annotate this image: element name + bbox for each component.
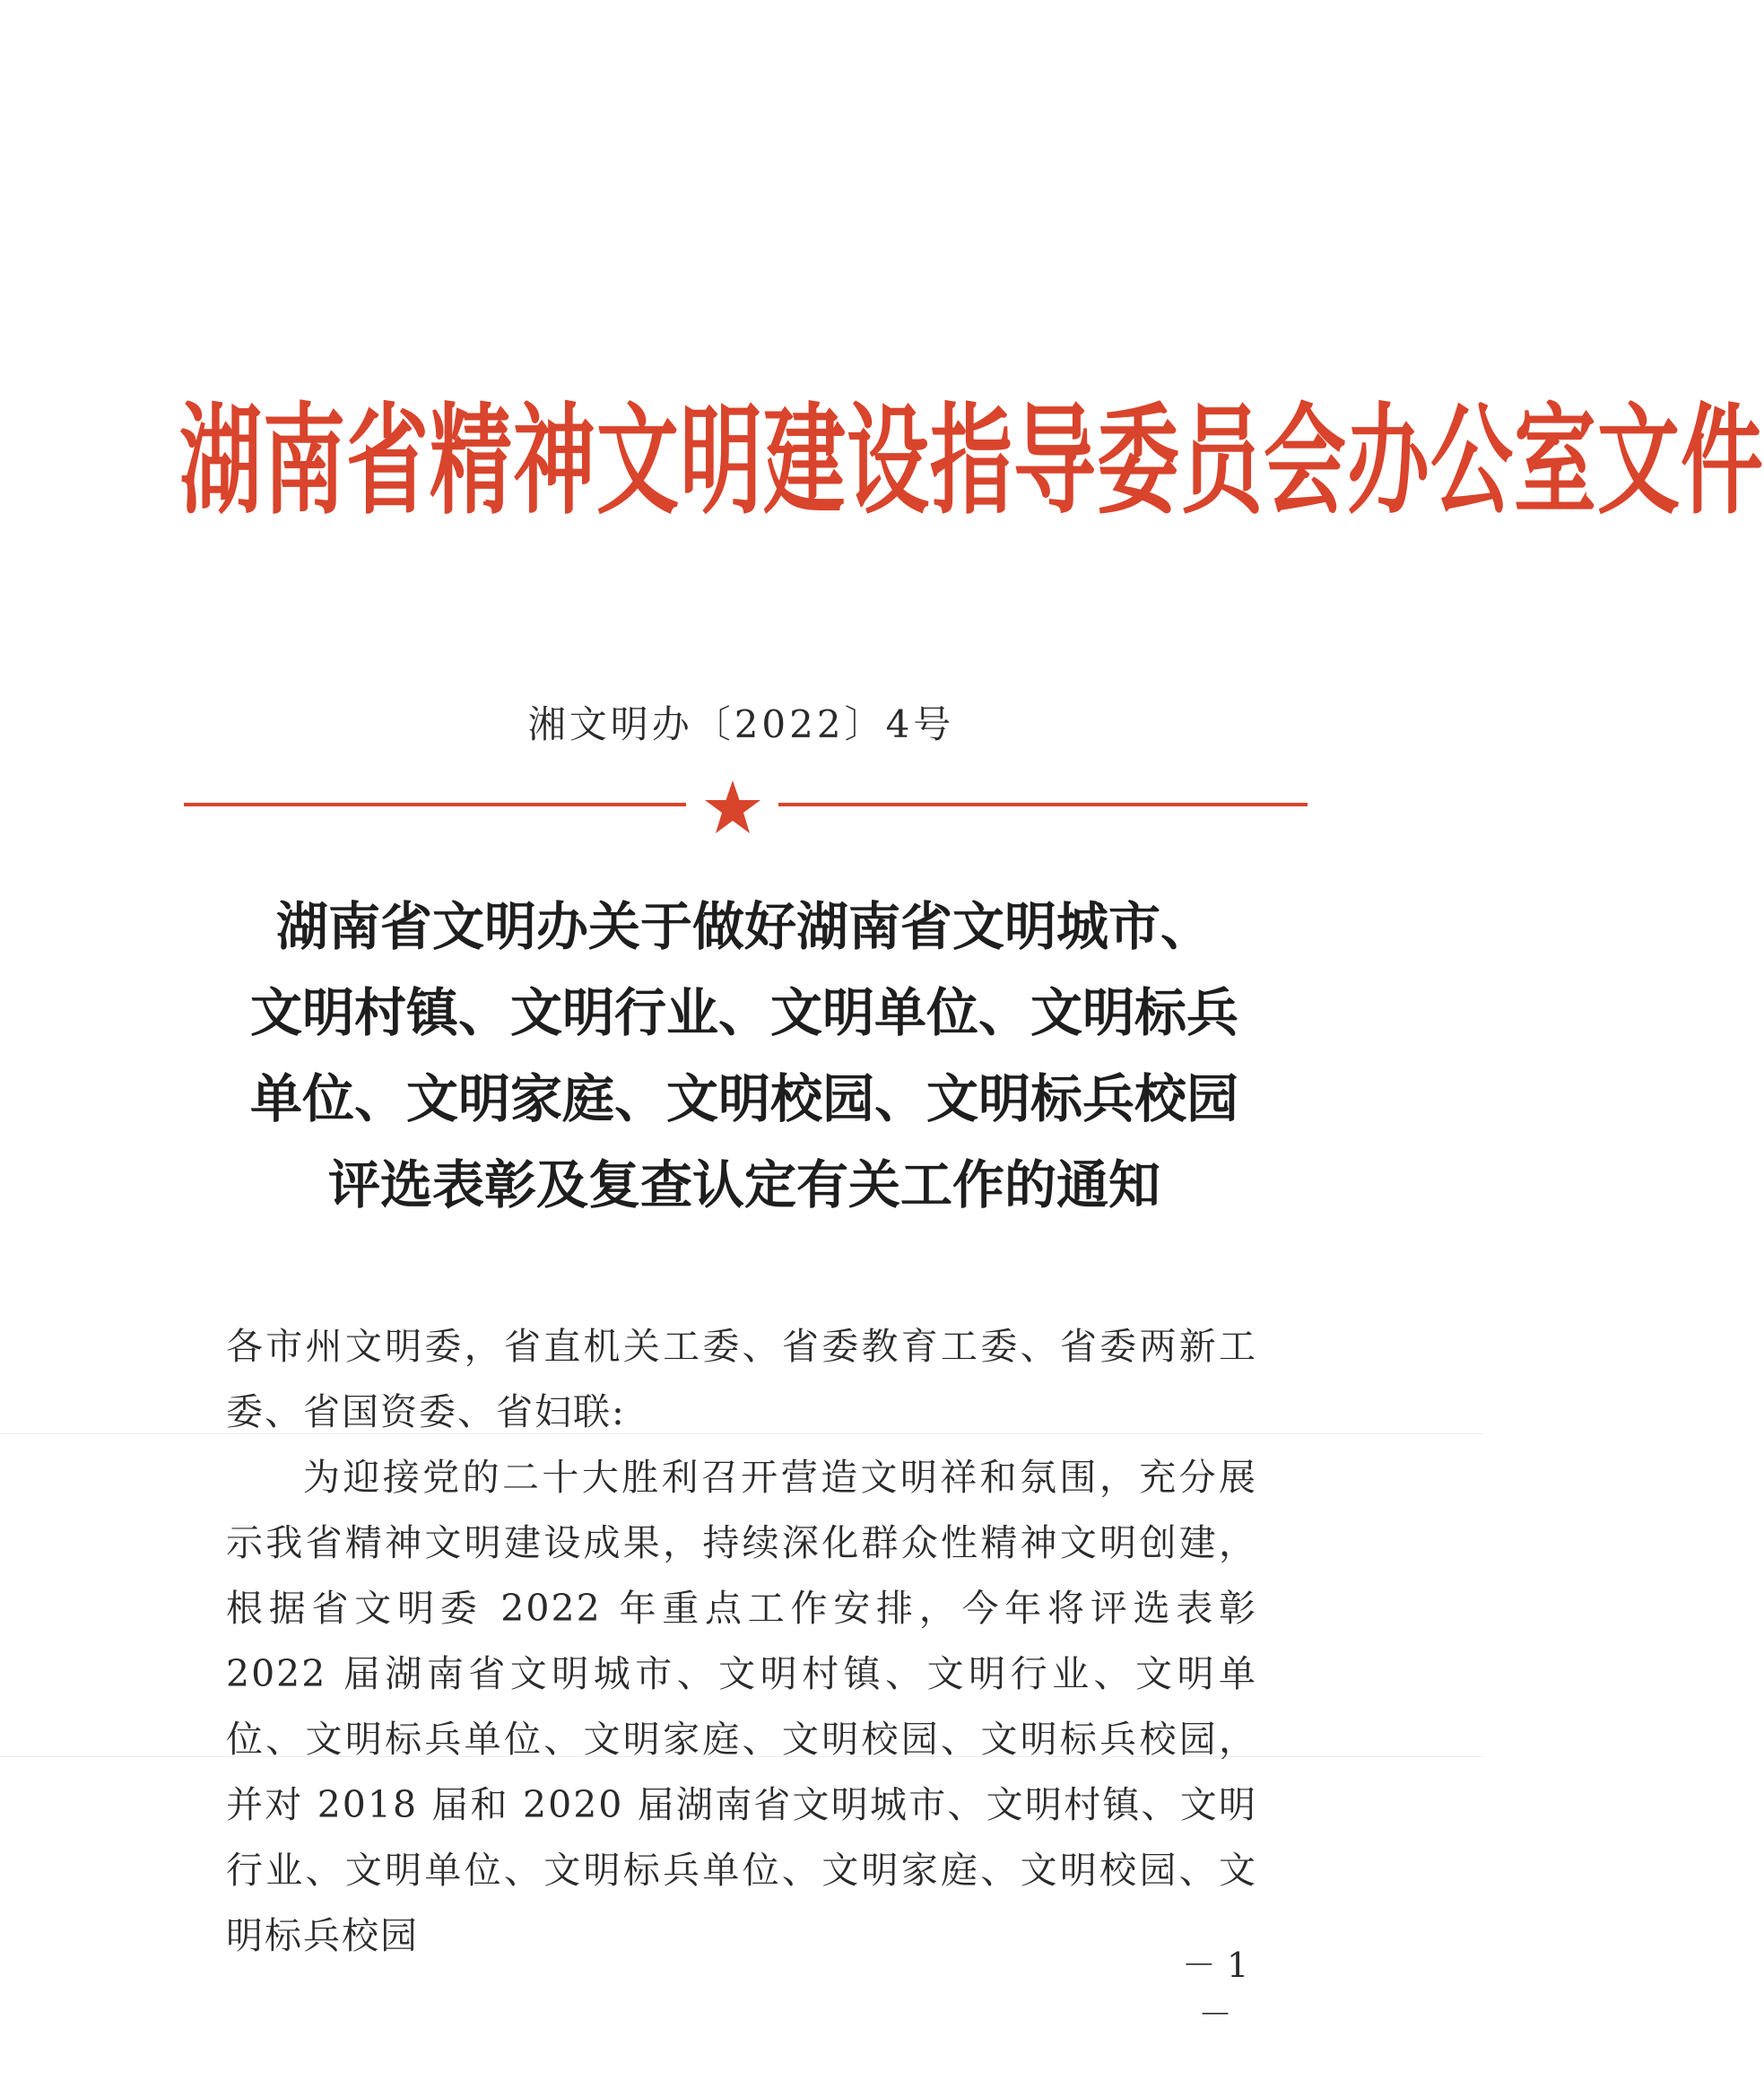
notice-title — [206, 884, 1282, 1228]
body-paragraph: 为迎接党的二十大胜利召开营造文明祥和氛围，充分展示我省精神文明建设成果，持续深化群众性精神文明创建，根据省文明委 2022 年重点工作安排，今年将评选表彰 2022 届湖南省文明城市、文明村镇、文明行业、文明单位、文明标兵单位、文明家庭、文明校园、文明标兵校园，并对 2018 届和 2020 届湖南省文明城市、文明村镇、文明行业、文明单位、文明标兵单位、文明家庭、文明校园、文明标兵校园 — [226, 1456, 1257, 1957]
notice-title-line: 单位、文明家庭、文明校园、文明标兵校园 — [249, 1068, 1238, 1129]
document-number: 湘文明办〔2022〕4号 — [527, 702, 955, 746]
star-icon — [703, 779, 762, 836]
notice-title-line: 湖南省文明办关于做好湖南省文明城市、 — [275, 896, 1212, 957]
recipients-line: 各市州文明委，省直机关工委、省委教育工委、省委两新工委、省国资委、省妇联: — [226, 1325, 1257, 1433]
notice-title-line: 文明村镇、文明行业、文明单位、文明标兵 — [249, 982, 1238, 1043]
masthead-title: 湖南省精神文明建设指导委员会办公室文件 — [179, 391, 1764, 531]
body-text — [226, 1314, 1257, 1969]
notice-title-line: 评选表彰及复查认定有关工作的通知 — [327, 1154, 1160, 1215]
separator-line-right — [778, 803, 1308, 806]
separator-line-left — [184, 803, 686, 806]
page-number: － 1 － — [1181, 1946, 1249, 2034]
